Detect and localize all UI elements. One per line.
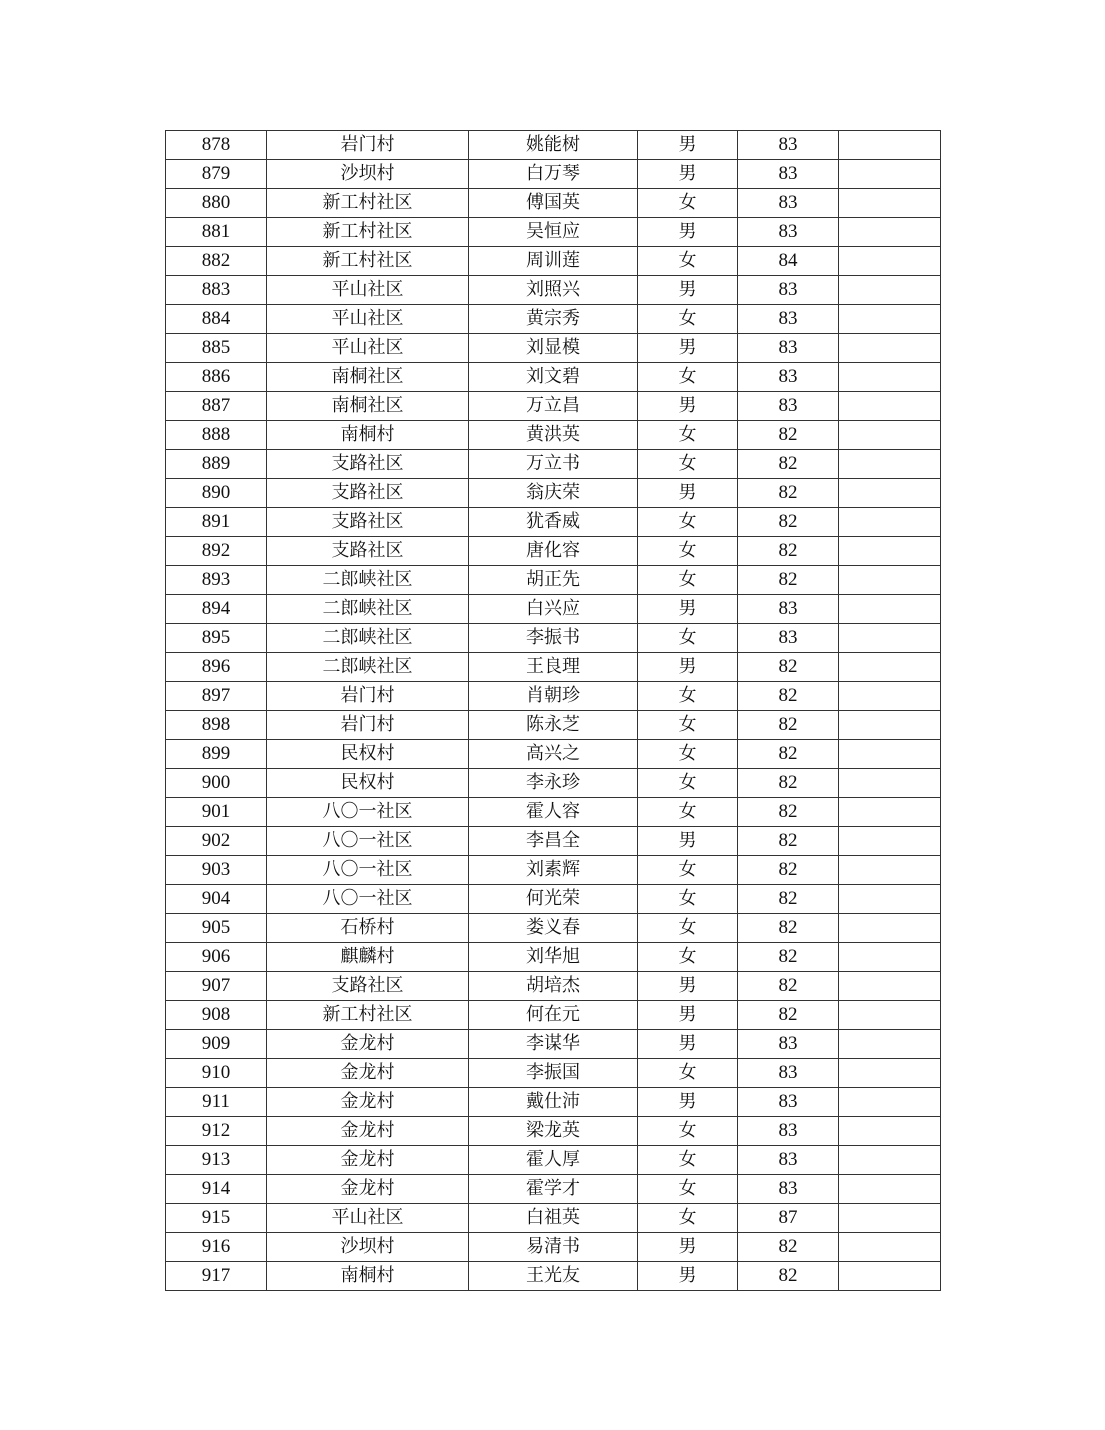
cell-age: 82 [738,972,839,1001]
cell-age: 83 [738,160,839,189]
cell-name: 陈永芝 [469,711,638,740]
cell-note [839,1059,941,1088]
cell-age: 83 [738,1146,839,1175]
table-row [166,798,941,827]
cell-note [839,711,941,740]
cell-index: 916 [166,1233,267,1262]
cell-name: 梁龙英 [469,1117,638,1146]
table-row [166,914,941,943]
cell-index: 913 [166,1146,267,1175]
cell-note [839,363,941,392]
cell-note [839,479,941,508]
cell-village: 金龙村 [267,1146,469,1175]
cell-index: 886 [166,363,267,392]
cell-index: 899 [166,740,267,769]
table-row [166,769,941,798]
cell-name: 何光荣 [469,885,638,914]
cell-village: 麒麟村 [267,943,469,972]
cell-sex: 男 [638,1001,738,1030]
cell-note [839,1146,941,1175]
cell-sex: 女 [638,1204,738,1233]
cell-age: 82 [738,537,839,566]
cell-name: 周训莲 [469,247,638,276]
cell-index: 891 [166,508,267,537]
cell-sex: 女 [638,1059,738,1088]
cell-village: 二郎峡社区 [267,653,469,682]
cell-age: 82 [738,450,839,479]
cell-name: 胡正先 [469,566,638,595]
cell-village: 八〇一社区 [267,827,469,856]
cell-age: 83 [738,1088,839,1117]
cell-village: 民权村 [267,740,469,769]
cell-index: 889 [166,450,267,479]
cell-note [839,827,941,856]
cell-note [839,508,941,537]
table-row [166,392,941,421]
cell-village: 支路社区 [267,479,469,508]
cell-village: 南桐村 [267,1262,469,1291]
table-row [166,1146,941,1175]
cell-village: 八〇一社区 [267,798,469,827]
cell-name: 李振书 [469,624,638,653]
cell-index: 879 [166,160,267,189]
cell-index: 912 [166,1117,267,1146]
cell-village: 新工村社区 [267,218,469,247]
cell-note [839,305,941,334]
cell-sex: 男 [638,479,738,508]
table-row [166,566,941,595]
cell-sex: 女 [638,247,738,276]
cell-sex: 女 [638,711,738,740]
cell-note [839,276,941,305]
cell-age: 82 [738,885,839,914]
cell-note [839,653,941,682]
cell-age: 84 [738,247,839,276]
cell-name: 刘华旭 [469,943,638,972]
cell-village: 金龙村 [267,1030,469,1059]
cell-sex: 男 [638,1233,738,1262]
cell-village: 新工村社区 [267,189,469,218]
cell-age: 82 [738,1001,839,1030]
table-row [166,305,941,334]
table-row [166,479,941,508]
cell-age: 82 [738,421,839,450]
cell-name: 李谋华 [469,1030,638,1059]
cell-village: 支路社区 [267,972,469,1001]
cell-index: 901 [166,798,267,827]
cell-index: 903 [166,856,267,885]
table-row [166,450,941,479]
table-row [166,363,941,392]
cell-village: 平山社区 [267,305,469,334]
table-row [166,334,941,363]
cell-sex: 男 [638,595,738,624]
cell-age: 83 [738,1059,839,1088]
cell-village: 平山社区 [267,1204,469,1233]
cell-age: 82 [738,856,839,885]
cell-sex: 男 [638,392,738,421]
table-row [166,595,941,624]
cell-age: 83 [738,392,839,421]
cell-name: 刘文碧 [469,363,638,392]
table-row [166,653,941,682]
cell-index: 896 [166,653,267,682]
cell-note [839,624,941,653]
cell-name: 霍学才 [469,1175,638,1204]
cell-sex: 女 [638,305,738,334]
cell-age: 83 [738,595,839,624]
cell-note [839,131,941,160]
cell-name: 娄义春 [469,914,638,943]
table-row [166,711,941,740]
cell-note [839,885,941,914]
cell-sex: 女 [638,508,738,537]
cell-village: 二郎峡社区 [267,624,469,653]
table-row [166,1088,941,1117]
cell-village: 金龙村 [267,1088,469,1117]
cell-sex: 女 [638,624,738,653]
cell-village: 八〇一社区 [267,885,469,914]
cell-note [839,1117,941,1146]
table-row [166,856,941,885]
cell-village: 平山社区 [267,334,469,363]
cell-name: 王光友 [469,1262,638,1291]
table-row [166,1233,941,1262]
cell-sex: 女 [638,189,738,218]
table-row [166,1059,941,1088]
cell-index: 908 [166,1001,267,1030]
cell-village: 支路社区 [267,508,469,537]
table-row [166,682,941,711]
cell-name: 黄洪英 [469,421,638,450]
cell-village: 民权村 [267,769,469,798]
cell-age: 82 [738,914,839,943]
cell-age: 82 [738,827,839,856]
cell-name: 黄宗秀 [469,305,638,334]
cell-village: 南桐社区 [267,392,469,421]
cell-note [839,943,941,972]
cell-village: 新工村社区 [267,1001,469,1030]
cell-name: 翁庆荣 [469,479,638,508]
cell-name: 吴恒应 [469,218,638,247]
table-row [166,247,941,276]
cell-index: 905 [166,914,267,943]
cell-note [839,247,941,276]
cell-index: 878 [166,131,267,160]
cell-name: 刘照兴 [469,276,638,305]
cell-note [839,1233,941,1262]
cell-age: 83 [738,218,839,247]
cell-note [839,798,941,827]
cell-note [839,1030,941,1059]
cell-name: 唐化容 [469,537,638,566]
cell-age: 82 [738,943,839,972]
cell-note [839,1262,941,1291]
cell-index: 893 [166,566,267,595]
cell-age: 83 [738,305,839,334]
cell-note [839,160,941,189]
table-row [166,537,941,566]
cell-note [839,334,941,363]
table-row [166,1001,941,1030]
table-row [166,1030,941,1059]
cell-index: 900 [166,769,267,798]
table-row [166,276,941,305]
cell-age: 83 [738,131,839,160]
cell-note [839,537,941,566]
cell-village: 岩门村 [267,131,469,160]
cell-note [839,566,941,595]
table-row [166,624,941,653]
cell-note [839,392,941,421]
cell-sex: 女 [638,363,738,392]
cell-age: 83 [738,624,839,653]
cell-name: 胡培杰 [469,972,638,1001]
cell-village: 八〇一社区 [267,856,469,885]
cell-sex: 女 [638,798,738,827]
cell-village: 平山社区 [267,276,469,305]
cell-age: 83 [738,363,839,392]
cell-index: 898 [166,711,267,740]
cell-name: 易清书 [469,1233,638,1262]
cell-index: 880 [166,189,267,218]
cell-note [839,1204,941,1233]
cell-sex: 女 [638,914,738,943]
cell-sex: 男 [638,276,738,305]
cell-note [839,914,941,943]
cell-sex: 女 [638,885,738,914]
cell-index: 897 [166,682,267,711]
cell-age: 83 [738,276,839,305]
cell-index: 890 [166,479,267,508]
cell-sex: 女 [638,421,738,450]
table-row [166,1117,941,1146]
cell-index: 914 [166,1175,267,1204]
cell-name: 傅国英 [469,189,638,218]
cell-sex: 女 [638,943,738,972]
cell-note [839,1088,941,1117]
cell-sex: 女 [638,682,738,711]
cell-name: 刘素辉 [469,856,638,885]
cell-village: 金龙村 [267,1175,469,1204]
cell-sex: 男 [638,1088,738,1117]
cell-age: 83 [738,334,839,363]
cell-village: 南桐社区 [267,363,469,392]
cell-age: 82 [738,769,839,798]
cell-name: 何在元 [469,1001,638,1030]
cell-note [839,218,941,247]
cell-name: 白兴应 [469,595,638,624]
table-row [166,943,941,972]
cell-index: 892 [166,537,267,566]
cell-sex: 女 [638,1117,738,1146]
cell-age: 82 [738,740,839,769]
cell-sex: 男 [638,218,738,247]
cell-age: 82 [738,508,839,537]
table-row [166,1175,941,1204]
cell-note [839,740,941,769]
cell-sex: 女 [638,450,738,479]
cell-village: 沙坝村 [267,1233,469,1262]
cell-age: 87 [738,1204,839,1233]
cell-age: 82 [738,682,839,711]
cell-name: 王良理 [469,653,638,682]
cell-sex: 男 [638,827,738,856]
cell-sex: 男 [638,653,738,682]
cell-village: 支路社区 [267,450,469,479]
cell-name: 姚能树 [469,131,638,160]
cell-village: 金龙村 [267,1117,469,1146]
cell-village: 南桐村 [267,421,469,450]
cell-sex: 女 [638,740,738,769]
cell-name: 李永珍 [469,769,638,798]
cell-name: 霍人厚 [469,1146,638,1175]
cell-name: 犹香威 [469,508,638,537]
table-row [166,885,941,914]
roster-table [165,130,941,1291]
cell-note [839,421,941,450]
cell-index: 885 [166,334,267,363]
cell-sex: 女 [638,1175,738,1204]
cell-note [839,1001,941,1030]
cell-index: 909 [166,1030,267,1059]
cell-sex: 女 [638,566,738,595]
cell-index: 881 [166,218,267,247]
cell-note [839,682,941,711]
cell-age: 82 [738,798,839,827]
cell-note [839,189,941,218]
cell-sex: 男 [638,1030,738,1059]
cell-name: 李振国 [469,1059,638,1088]
cell-name: 白祖英 [469,1204,638,1233]
cell-index: 910 [166,1059,267,1088]
cell-age: 82 [738,1233,839,1262]
cell-name: 李昌全 [469,827,638,856]
cell-name: 白万琴 [469,160,638,189]
cell-sex: 男 [638,160,738,189]
cell-age: 82 [738,1262,839,1291]
cell-index: 917 [166,1262,267,1291]
table-row [166,740,941,769]
cell-name: 万立昌 [469,392,638,421]
cell-index: 911 [166,1088,267,1117]
roster-body [166,131,941,1291]
cell-sex: 女 [638,856,738,885]
cell-village: 岩门村 [267,682,469,711]
cell-index: 882 [166,247,267,276]
cell-sex: 男 [638,131,738,160]
cell-age: 82 [738,479,839,508]
table-row [166,421,941,450]
cell-sex: 女 [638,1146,738,1175]
cell-village: 沙坝村 [267,160,469,189]
cell-sex: 男 [638,334,738,363]
cell-note [839,450,941,479]
cell-sex: 女 [638,537,738,566]
cell-age: 83 [738,1175,839,1204]
cell-age: 83 [738,189,839,218]
cell-note [839,595,941,624]
cell-index: 907 [166,972,267,1001]
cell-age: 83 [738,1030,839,1059]
cell-name: 戴仕沛 [469,1088,638,1117]
cell-age: 82 [738,711,839,740]
table-row [166,131,941,160]
cell-index: 895 [166,624,267,653]
table-row [166,1262,941,1291]
cell-index: 887 [166,392,267,421]
cell-index: 894 [166,595,267,624]
cell-village: 金龙村 [267,1059,469,1088]
cell-note [839,972,941,1001]
table-row [166,160,941,189]
cell-name: 万立书 [469,450,638,479]
cell-village: 支路社区 [267,537,469,566]
table-row [166,218,941,247]
cell-note [839,1175,941,1204]
cell-index: 884 [166,305,267,334]
cell-village: 二郎峡社区 [267,566,469,595]
cell-sex: 男 [638,972,738,1001]
cell-index: 915 [166,1204,267,1233]
cell-village: 岩门村 [267,711,469,740]
cell-note [839,856,941,885]
table-row [166,508,941,537]
table-row [166,972,941,1001]
table-row [166,827,941,856]
cell-index: 902 [166,827,267,856]
cell-index: 888 [166,421,267,450]
cell-index: 904 [166,885,267,914]
cell-sex: 女 [638,769,738,798]
cell-village: 石桥村 [267,914,469,943]
table-row [166,1204,941,1233]
cell-index: 883 [166,276,267,305]
cell-age: 82 [738,653,839,682]
cell-index: 906 [166,943,267,972]
cell-note [839,769,941,798]
table-row [166,189,941,218]
cell-age: 83 [738,1117,839,1146]
cell-name: 刘显模 [469,334,638,363]
cell-name: 高兴之 [469,740,638,769]
cell-age: 82 [738,566,839,595]
cell-village: 新工村社区 [267,247,469,276]
cell-name: 肖朝珍 [469,682,638,711]
cell-village: 二郎峡社区 [267,595,469,624]
cell-name: 霍人容 [469,798,638,827]
cell-sex: 男 [638,1262,738,1291]
